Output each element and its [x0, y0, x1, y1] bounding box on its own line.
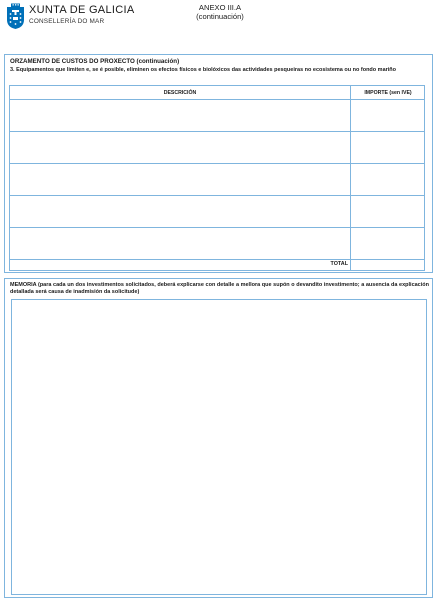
table-row-3-amount[interactable]: [351, 164, 425, 195]
column-header-amount: IMPORTE (sen IVE): [364, 90, 412, 96]
cost-section-title: ORZAMENTO DE CUSTOS DO PROXECTO (continuación): [10, 58, 180, 65]
total-label: TOTAL: [330, 261, 348, 267]
memory-instructions: MEMORIA (para cada un dos investimentos solicitados, deberá explicarse con detalle a mellora que supón o devandito investimento; a ausencia da explicación detallada será causa de inadmisión da solicitude): [10, 282, 429, 295]
table-row-4-description[interactable]: [10, 196, 350, 227]
organization-name: XUNTA DE GALICIA: [29, 4, 135, 16]
cost-section-description: 3. Equipamentos que limiten e, se é posible, eliminen os efectos físicos e biolóxicos das actividades pesqueiras no ecosistema ou no fondo mariño: [10, 67, 397, 73]
annex-subtitle: (continuación): [196, 12, 244, 21]
table-row-1-description[interactable]: [10, 100, 350, 131]
table-row-5-description[interactable]: [10, 228, 350, 259]
table-row-1-amount[interactable]: [351, 100, 425, 131]
galicia-coat-of-arms-icon: [6, 3, 25, 30]
table-row-2-amount[interactable]: [351, 132, 425, 163]
cost-table: [9, 85, 425, 271]
annex-title: ANEXO III.A: [198, 3, 242, 12]
memory-text-area[interactable]: [11, 299, 427, 595]
department-name: CONSELLERÍA DO MAR: [29, 18, 105, 25]
table-row-2-description[interactable]: [10, 132, 350, 163]
table-row-5-amount[interactable]: [351, 228, 425, 259]
page-header: [0, 0, 436, 48]
total-amount-field[interactable]: [351, 260, 425, 271]
table-row-4-amount[interactable]: [351, 196, 425, 227]
column-header-description: DESCRICIÓN: [163, 90, 197, 96]
table-row-3-description[interactable]: [10, 164, 350, 195]
memory-section: [4, 278, 433, 598]
